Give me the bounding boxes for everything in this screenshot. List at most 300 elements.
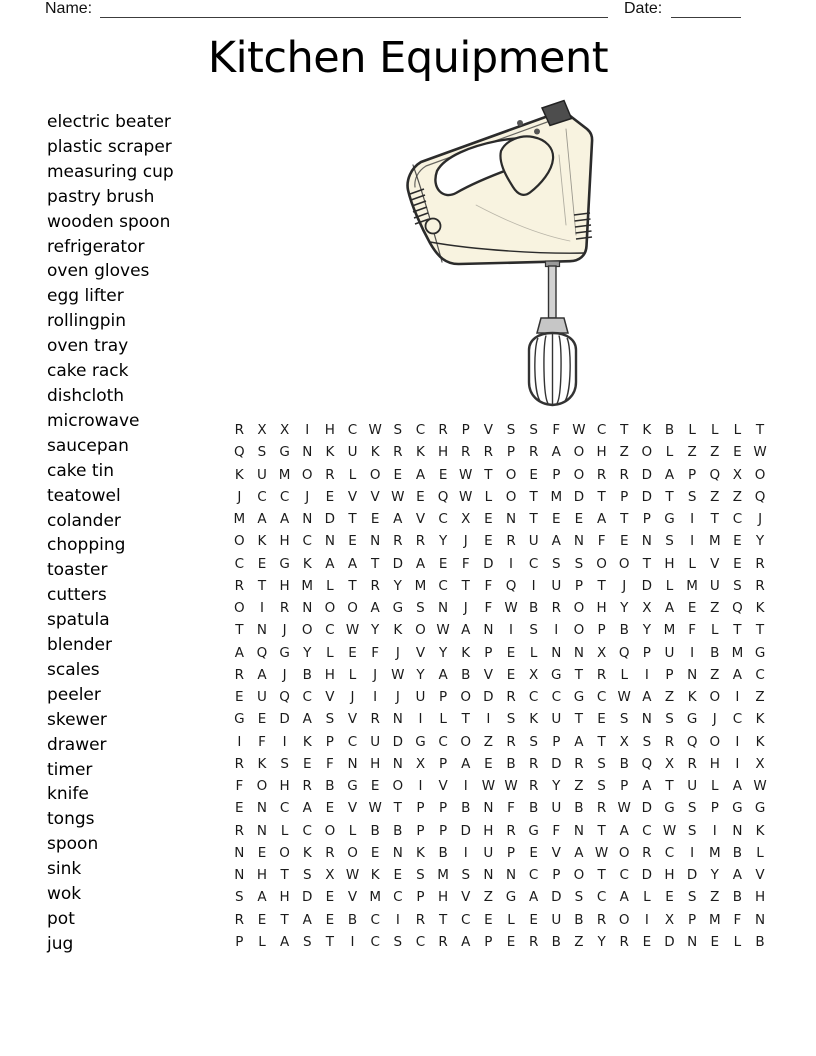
grid-cell: E bbox=[733, 444, 742, 461]
grid-cell: N bbox=[302, 600, 313, 617]
grid-cell: L bbox=[348, 466, 357, 483]
grid-cell: E bbox=[529, 466, 538, 483]
grid-cell: B bbox=[551, 933, 561, 950]
grid-cell: Q bbox=[234, 444, 245, 461]
grid-cell: N bbox=[392, 711, 403, 728]
page-title: Kitchen Equipment bbox=[207, 33, 609, 83]
word-list-item: spoon bbox=[47, 834, 99, 855]
grid-cell: C bbox=[302, 689, 312, 706]
grid-cell: S bbox=[687, 889, 697, 906]
grid-cell: X bbox=[664, 911, 675, 928]
grid-cell: I bbox=[554, 622, 559, 639]
grid-cell: E bbox=[235, 800, 244, 817]
grid-cell: B bbox=[732, 844, 743, 861]
grid-cell: A bbox=[257, 889, 267, 906]
grid-cell: F bbox=[326, 755, 334, 772]
grid-cell: A bbox=[642, 689, 652, 706]
grid-cell: W bbox=[345, 622, 360, 639]
grid-cell: R bbox=[619, 466, 629, 483]
grid-cell: M bbox=[663, 622, 676, 639]
grid-cell: E bbox=[370, 844, 380, 861]
grid-cell: O bbox=[369, 466, 381, 483]
grid-cell: M bbox=[278, 466, 291, 483]
grid-cell: O bbox=[709, 733, 721, 750]
grid-cell: H bbox=[664, 555, 675, 572]
grid-cell: Z bbox=[710, 666, 720, 683]
grid-cell: B bbox=[574, 911, 584, 928]
grid-cell: Y bbox=[620, 600, 629, 617]
grid-cell: Y bbox=[371, 622, 380, 639]
grid-cell: T bbox=[755, 422, 765, 439]
word-list-item: drawer bbox=[47, 734, 107, 755]
name-fill-line[interactable] bbox=[100, 1, 608, 18]
grid-cell: K bbox=[302, 555, 312, 572]
grid-cell: I bbox=[463, 778, 468, 795]
grid-cell: O bbox=[573, 466, 585, 483]
grid-cell: Y bbox=[438, 533, 448, 550]
grid-cell: O bbox=[505, 488, 517, 505]
grid-cell: B bbox=[664, 422, 675, 439]
grid-cell: N bbox=[483, 867, 494, 884]
word-list-item: cake rack bbox=[47, 361, 129, 382]
word-list-item: electric beater bbox=[47, 112, 171, 132]
grid-cell: R bbox=[506, 822, 516, 839]
grid-cell: E bbox=[484, 755, 493, 772]
grid-cell: S bbox=[302, 933, 312, 950]
grid-cell: G bbox=[664, 800, 675, 817]
hand-mixer-illustration bbox=[380, 95, 660, 415]
grid-cell: H bbox=[324, 422, 335, 439]
grid-cell: V bbox=[551, 844, 561, 861]
grid-cell: A bbox=[619, 889, 629, 906]
grid-cell: A bbox=[461, 933, 471, 950]
word-list-item: pot bbox=[47, 909, 75, 929]
grid-cell: E bbox=[348, 533, 357, 550]
grid-cell: H bbox=[256, 867, 268, 884]
grid-cell: S bbox=[687, 488, 697, 505]
grid-cell: Q bbox=[709, 466, 721, 483]
grid-cell: V bbox=[483, 422, 493, 439]
grid-cell: C bbox=[234, 555, 245, 572]
grid-cell: W bbox=[753, 444, 767, 461]
grid-cell: V bbox=[415, 511, 426, 528]
grid-cell: I bbox=[644, 666, 649, 683]
grid-cell: S bbox=[552, 555, 561, 572]
grid-cell: L bbox=[733, 933, 742, 950]
grid-cell: P bbox=[642, 511, 651, 528]
grid-cell: R bbox=[528, 444, 539, 461]
grid-cell: P bbox=[439, 822, 448, 839]
grid-cell: P bbox=[461, 422, 470, 439]
grid-cell: C bbox=[415, 422, 426, 439]
grid-cell: R bbox=[370, 577, 380, 594]
grid-cell: N bbox=[505, 511, 517, 528]
grid-cell: A bbox=[574, 733, 584, 750]
grid-cell: C bbox=[302, 533, 312, 550]
word-list-item: egg lifter bbox=[47, 286, 124, 307]
word-list-item: peeler bbox=[47, 684, 101, 705]
grid-cell: A bbox=[551, 444, 561, 461]
grid-cell: E bbox=[370, 778, 380, 795]
grid-cell: O bbox=[301, 622, 313, 639]
word-list-item: measuring cup bbox=[47, 161, 174, 182]
grid-cell: J bbox=[622, 577, 627, 594]
grid-cell: R bbox=[574, 755, 584, 772]
grid-cell: X bbox=[732, 466, 743, 483]
grid-cell: D bbox=[686, 867, 698, 884]
grid-cell: M bbox=[686, 577, 698, 594]
grid-cell: S bbox=[574, 889, 584, 906]
grid-cell: U bbox=[528, 533, 539, 550]
grid-cell: E bbox=[687, 600, 697, 617]
grid-cell: A bbox=[732, 867, 743, 884]
grid-cell: B bbox=[461, 666, 471, 683]
grid-cell: T bbox=[597, 822, 606, 839]
grid-cell: A bbox=[664, 466, 675, 483]
grid-cell: A bbox=[461, 755, 471, 772]
grid-cell: S bbox=[597, 778, 606, 795]
grid-cell: D bbox=[302, 889, 313, 906]
grid-cell: E bbox=[484, 533, 493, 550]
word-list-item: scales bbox=[47, 659, 100, 680]
grid-cell: D bbox=[460, 822, 471, 839]
grid-cell: F bbox=[371, 644, 380, 661]
grid-cell: T bbox=[325, 933, 334, 950]
grid-cell: W bbox=[436, 622, 450, 639]
grid-cell: F bbox=[461, 555, 470, 572]
grid-cell: S bbox=[302, 867, 312, 884]
grid-cell: J bbox=[305, 488, 310, 505]
grid-cell: K bbox=[257, 533, 267, 550]
grid-cell: K bbox=[687, 689, 697, 706]
grid-cell: P bbox=[506, 444, 516, 461]
grid-cell: E bbox=[257, 555, 267, 572]
grid-cell: C bbox=[370, 933, 380, 950]
grid-cell: A bbox=[664, 600, 675, 617]
grid-cell: R bbox=[234, 422, 245, 439]
grid-cell: T bbox=[484, 466, 493, 483]
grid-cell: R bbox=[596, 800, 607, 817]
word-list-item: chopping bbox=[47, 535, 126, 556]
grid-cell: U bbox=[551, 800, 562, 817]
grid-cell: L bbox=[280, 822, 289, 839]
grid-cell: A bbox=[574, 844, 584, 861]
grid-cell: B bbox=[710, 644, 720, 661]
word-search-grid bbox=[228, 419, 771, 953]
grid-cell: E bbox=[529, 844, 538, 861]
grid-cell: J bbox=[395, 689, 400, 706]
grid-cell: J bbox=[350, 689, 355, 706]
grid-cell: J bbox=[463, 533, 468, 550]
grid-cell: J bbox=[373, 666, 378, 683]
grid-cell: D bbox=[573, 488, 585, 505]
grid-cell: P bbox=[552, 733, 561, 750]
grid-cell: V bbox=[483, 666, 493, 683]
grid-cell: H bbox=[324, 666, 335, 683]
grid-cell: J bbox=[395, 644, 400, 661]
grid-cell: G bbox=[754, 800, 766, 817]
grid-cell: Q bbox=[732, 600, 743, 617]
grid-cell: R bbox=[551, 600, 561, 617]
grid-cell: U bbox=[415, 689, 426, 706]
grid-cell: I bbox=[237, 733, 242, 750]
grid-cell: V bbox=[370, 488, 380, 505]
grid-cell: D bbox=[483, 555, 494, 572]
grid-cell: W bbox=[572, 422, 586, 439]
grid-cell: N bbox=[392, 844, 403, 861]
grid-cell: R bbox=[619, 933, 629, 950]
grid-cell: A bbox=[732, 778, 743, 795]
grid-cell: O bbox=[573, 444, 585, 461]
grid-cell: G bbox=[415, 733, 426, 750]
grid-cell: S bbox=[529, 733, 538, 750]
grid-cell: I bbox=[509, 622, 513, 639]
grid-cell: W bbox=[459, 466, 473, 483]
grid-cell: S bbox=[461, 867, 471, 884]
grid-cell: Z bbox=[619, 444, 629, 461]
grid-cell: R bbox=[755, 555, 765, 572]
grid-cell: O bbox=[618, 911, 630, 928]
grid-cell: L bbox=[688, 555, 696, 572]
grid-cell: L bbox=[643, 889, 651, 906]
grid-cell: J bbox=[463, 600, 468, 617]
grid-cell: Z bbox=[483, 889, 493, 906]
grid-cell: A bbox=[551, 533, 561, 550]
grid-cell: T bbox=[461, 711, 470, 728]
word-list-item: spatula bbox=[47, 610, 110, 631]
grid-cell: X bbox=[755, 755, 765, 772]
grid-cell: Q bbox=[641, 755, 653, 772]
grid-cell: X bbox=[642, 600, 652, 617]
grid-cell: X bbox=[664, 755, 675, 772]
grid-cell: E bbox=[484, 511, 493, 528]
grid-cell: C bbox=[370, 911, 380, 928]
grid-cell: W bbox=[662, 822, 677, 839]
word-list-item: wok bbox=[47, 884, 82, 905]
grid-cell: T bbox=[280, 911, 289, 928]
grid-cell: N bbox=[573, 822, 584, 839]
grid-cell: L bbox=[665, 444, 674, 461]
grid-cell: N bbox=[347, 755, 358, 772]
grid-cell: C bbox=[302, 822, 312, 839]
grid-cell: Z bbox=[687, 444, 697, 461]
grid-cell: B bbox=[347, 911, 358, 928]
grid-cell: G bbox=[347, 778, 358, 795]
grid-cell: G bbox=[732, 800, 743, 817]
grid-cell: E bbox=[393, 466, 403, 483]
word-list-item: colander bbox=[47, 510, 121, 531]
grid-cell: R bbox=[325, 466, 335, 483]
grid-cell: T bbox=[620, 511, 629, 528]
grid-cell: L bbox=[711, 778, 719, 795]
grid-cell: O bbox=[573, 867, 585, 884]
word-list-item: blender bbox=[47, 635, 112, 656]
date-label: Date: bbox=[624, 0, 663, 17]
grid-cell: T bbox=[710, 511, 719, 528]
grid-cell: L bbox=[484, 488, 493, 505]
grid-cell: P bbox=[710, 800, 719, 817]
grid-cell: O bbox=[279, 844, 290, 861]
grid-cell: B bbox=[302, 666, 312, 683]
grid-cell: T bbox=[257, 577, 267, 594]
grid-cell: P bbox=[325, 733, 334, 750]
grid-cell: R bbox=[370, 711, 380, 728]
grid-cell: Y bbox=[438, 644, 448, 661]
grid-cell: S bbox=[642, 733, 652, 750]
grid-cell: E bbox=[574, 511, 584, 528]
grid-cell: Y bbox=[710, 867, 719, 884]
grid-cell: J bbox=[282, 666, 287, 683]
grid-cell: H bbox=[754, 889, 766, 906]
grid-cell: A bbox=[257, 511, 267, 528]
grid-cell: C bbox=[279, 800, 290, 817]
grid-cell: P bbox=[688, 911, 697, 928]
grid-cell: P bbox=[484, 644, 493, 661]
word-list-item: tongs bbox=[47, 809, 95, 830]
word-list-item: pastry brush bbox=[47, 186, 155, 207]
grid-cell: G bbox=[505, 889, 517, 906]
grid-cell: E bbox=[257, 844, 267, 861]
grid-cell: U bbox=[551, 577, 562, 594]
word-list-item: oven gloves bbox=[47, 261, 150, 282]
grid-cell: M bbox=[437, 867, 449, 884]
grid-cell: S bbox=[665, 711, 674, 728]
grid-cell: S bbox=[529, 422, 538, 439]
grid-cell: P bbox=[552, 867, 561, 884]
grid-cell: E bbox=[235, 689, 244, 706]
grid-cell: E bbox=[257, 911, 267, 928]
grid-cell: S bbox=[733, 577, 742, 594]
grid-cell: Z bbox=[710, 889, 720, 906]
grid-cell: T bbox=[235, 622, 244, 639]
grid-cell: C bbox=[325, 622, 335, 639]
grid-cell: Y bbox=[393, 577, 402, 594]
word-list-item: teatowel bbox=[47, 485, 121, 506]
grid-cell: B bbox=[619, 755, 629, 772]
grid-cell: K bbox=[370, 867, 380, 884]
grid-cell: I bbox=[735, 755, 740, 772]
grid-cell: F bbox=[597, 533, 606, 550]
grid-cell: O bbox=[573, 622, 585, 639]
grid-cell: L bbox=[711, 422, 719, 439]
grid-cell: E bbox=[506, 644, 516, 661]
grid-cell: H bbox=[438, 444, 449, 461]
grid-cell: F bbox=[258, 733, 266, 750]
grid-cell: A bbox=[302, 800, 312, 817]
grid-cell: C bbox=[619, 867, 629, 884]
grid-cell: N bbox=[324, 533, 335, 550]
grid-cell: T bbox=[393, 800, 402, 817]
grid-cell: W bbox=[617, 800, 631, 817]
grid-cell: D bbox=[641, 466, 653, 483]
grid-cell: V bbox=[347, 889, 358, 906]
grid-cell: E bbox=[302, 755, 312, 772]
grid-cell: V bbox=[325, 689, 335, 706]
grid-cell: Z bbox=[710, 444, 720, 461]
grid-cell: V bbox=[755, 867, 765, 884]
grid-cell: G bbox=[754, 644, 766, 661]
grid-cell: N bbox=[392, 755, 403, 772]
grid-cell: D bbox=[641, 800, 653, 817]
grid-cell: U bbox=[370, 733, 381, 750]
grid-cell: Y bbox=[416, 666, 425, 683]
grid-cell: Z bbox=[755, 689, 765, 706]
grid-cell: H bbox=[596, 600, 607, 617]
date-fill-line[interactable] bbox=[671, 1, 741, 18]
grid-cell: R bbox=[234, 822, 245, 839]
grid-cell: C bbox=[528, 555, 539, 572]
grid-cell: E bbox=[325, 911, 335, 928]
word-list-item: sink bbox=[47, 859, 82, 880]
grid-cell: T bbox=[665, 778, 674, 795]
grid-cell: E bbox=[325, 800, 335, 817]
grid-cell: T bbox=[597, 577, 606, 594]
grid-cell: S bbox=[506, 422, 516, 439]
grid-cell: F bbox=[484, 577, 493, 594]
grid-cell: Z bbox=[732, 488, 743, 505]
grid-cell: L bbox=[326, 577, 334, 594]
grid-cell: T bbox=[371, 555, 380, 572]
grid-cell: R bbox=[528, 778, 539, 795]
grid-cell: G bbox=[279, 555, 290, 572]
grid-cell: Q bbox=[754, 488, 766, 505]
grid-cell: R bbox=[596, 666, 607, 683]
grid-cell: B bbox=[755, 933, 765, 950]
grid-cell: L bbox=[620, 666, 628, 683]
word-list-item: refrigerator bbox=[47, 236, 145, 257]
grid-cell: D bbox=[641, 577, 653, 594]
grid-cell: Y bbox=[303, 644, 312, 661]
grid-cell: Z bbox=[574, 778, 584, 795]
grid-cell: G bbox=[573, 689, 585, 706]
grid-cell: N bbox=[483, 800, 494, 817]
grid-cell: H bbox=[279, 778, 290, 795]
grid-cell: J bbox=[237, 488, 242, 505]
grid-cell: P bbox=[506, 844, 516, 861]
grid-cell: D bbox=[392, 733, 403, 750]
grid-cell: V bbox=[710, 555, 720, 572]
grid-cell: Z bbox=[483, 733, 493, 750]
grid-cell: U bbox=[687, 778, 698, 795]
grid-cell: O bbox=[324, 822, 336, 839]
grid-cell: B bbox=[438, 844, 448, 861]
grid-cell: T bbox=[280, 867, 289, 884]
grid-cell: B bbox=[506, 755, 516, 772]
grid-cell: D bbox=[641, 488, 653, 505]
grid-cell: E bbox=[710, 933, 720, 950]
grid-cell: N bbox=[302, 511, 313, 528]
word-list-item: knife bbox=[47, 784, 89, 805]
grid-cell: M bbox=[731, 644, 744, 661]
grid-cell: S bbox=[257, 444, 267, 461]
grid-cell: T bbox=[597, 867, 606, 884]
grid-cell: P bbox=[439, 689, 448, 706]
grid-cell: K bbox=[370, 444, 380, 461]
grid-cell: E bbox=[257, 711, 267, 728]
grid-cell: N bbox=[483, 622, 494, 639]
grid-cell: D bbox=[664, 933, 675, 950]
grid-cell: H bbox=[483, 822, 494, 839]
grid-cell: I bbox=[486, 711, 491, 728]
grid-cell: X bbox=[415, 755, 426, 772]
grid-cell: C bbox=[393, 889, 403, 906]
grid-cell: O bbox=[573, 600, 585, 617]
grid-cell: E bbox=[665, 889, 674, 906]
grid-cell: R bbox=[755, 577, 765, 594]
grid-cell: I bbox=[690, 533, 695, 550]
name-label: Name: bbox=[45, 0, 93, 17]
grid-cell: P bbox=[484, 933, 493, 950]
